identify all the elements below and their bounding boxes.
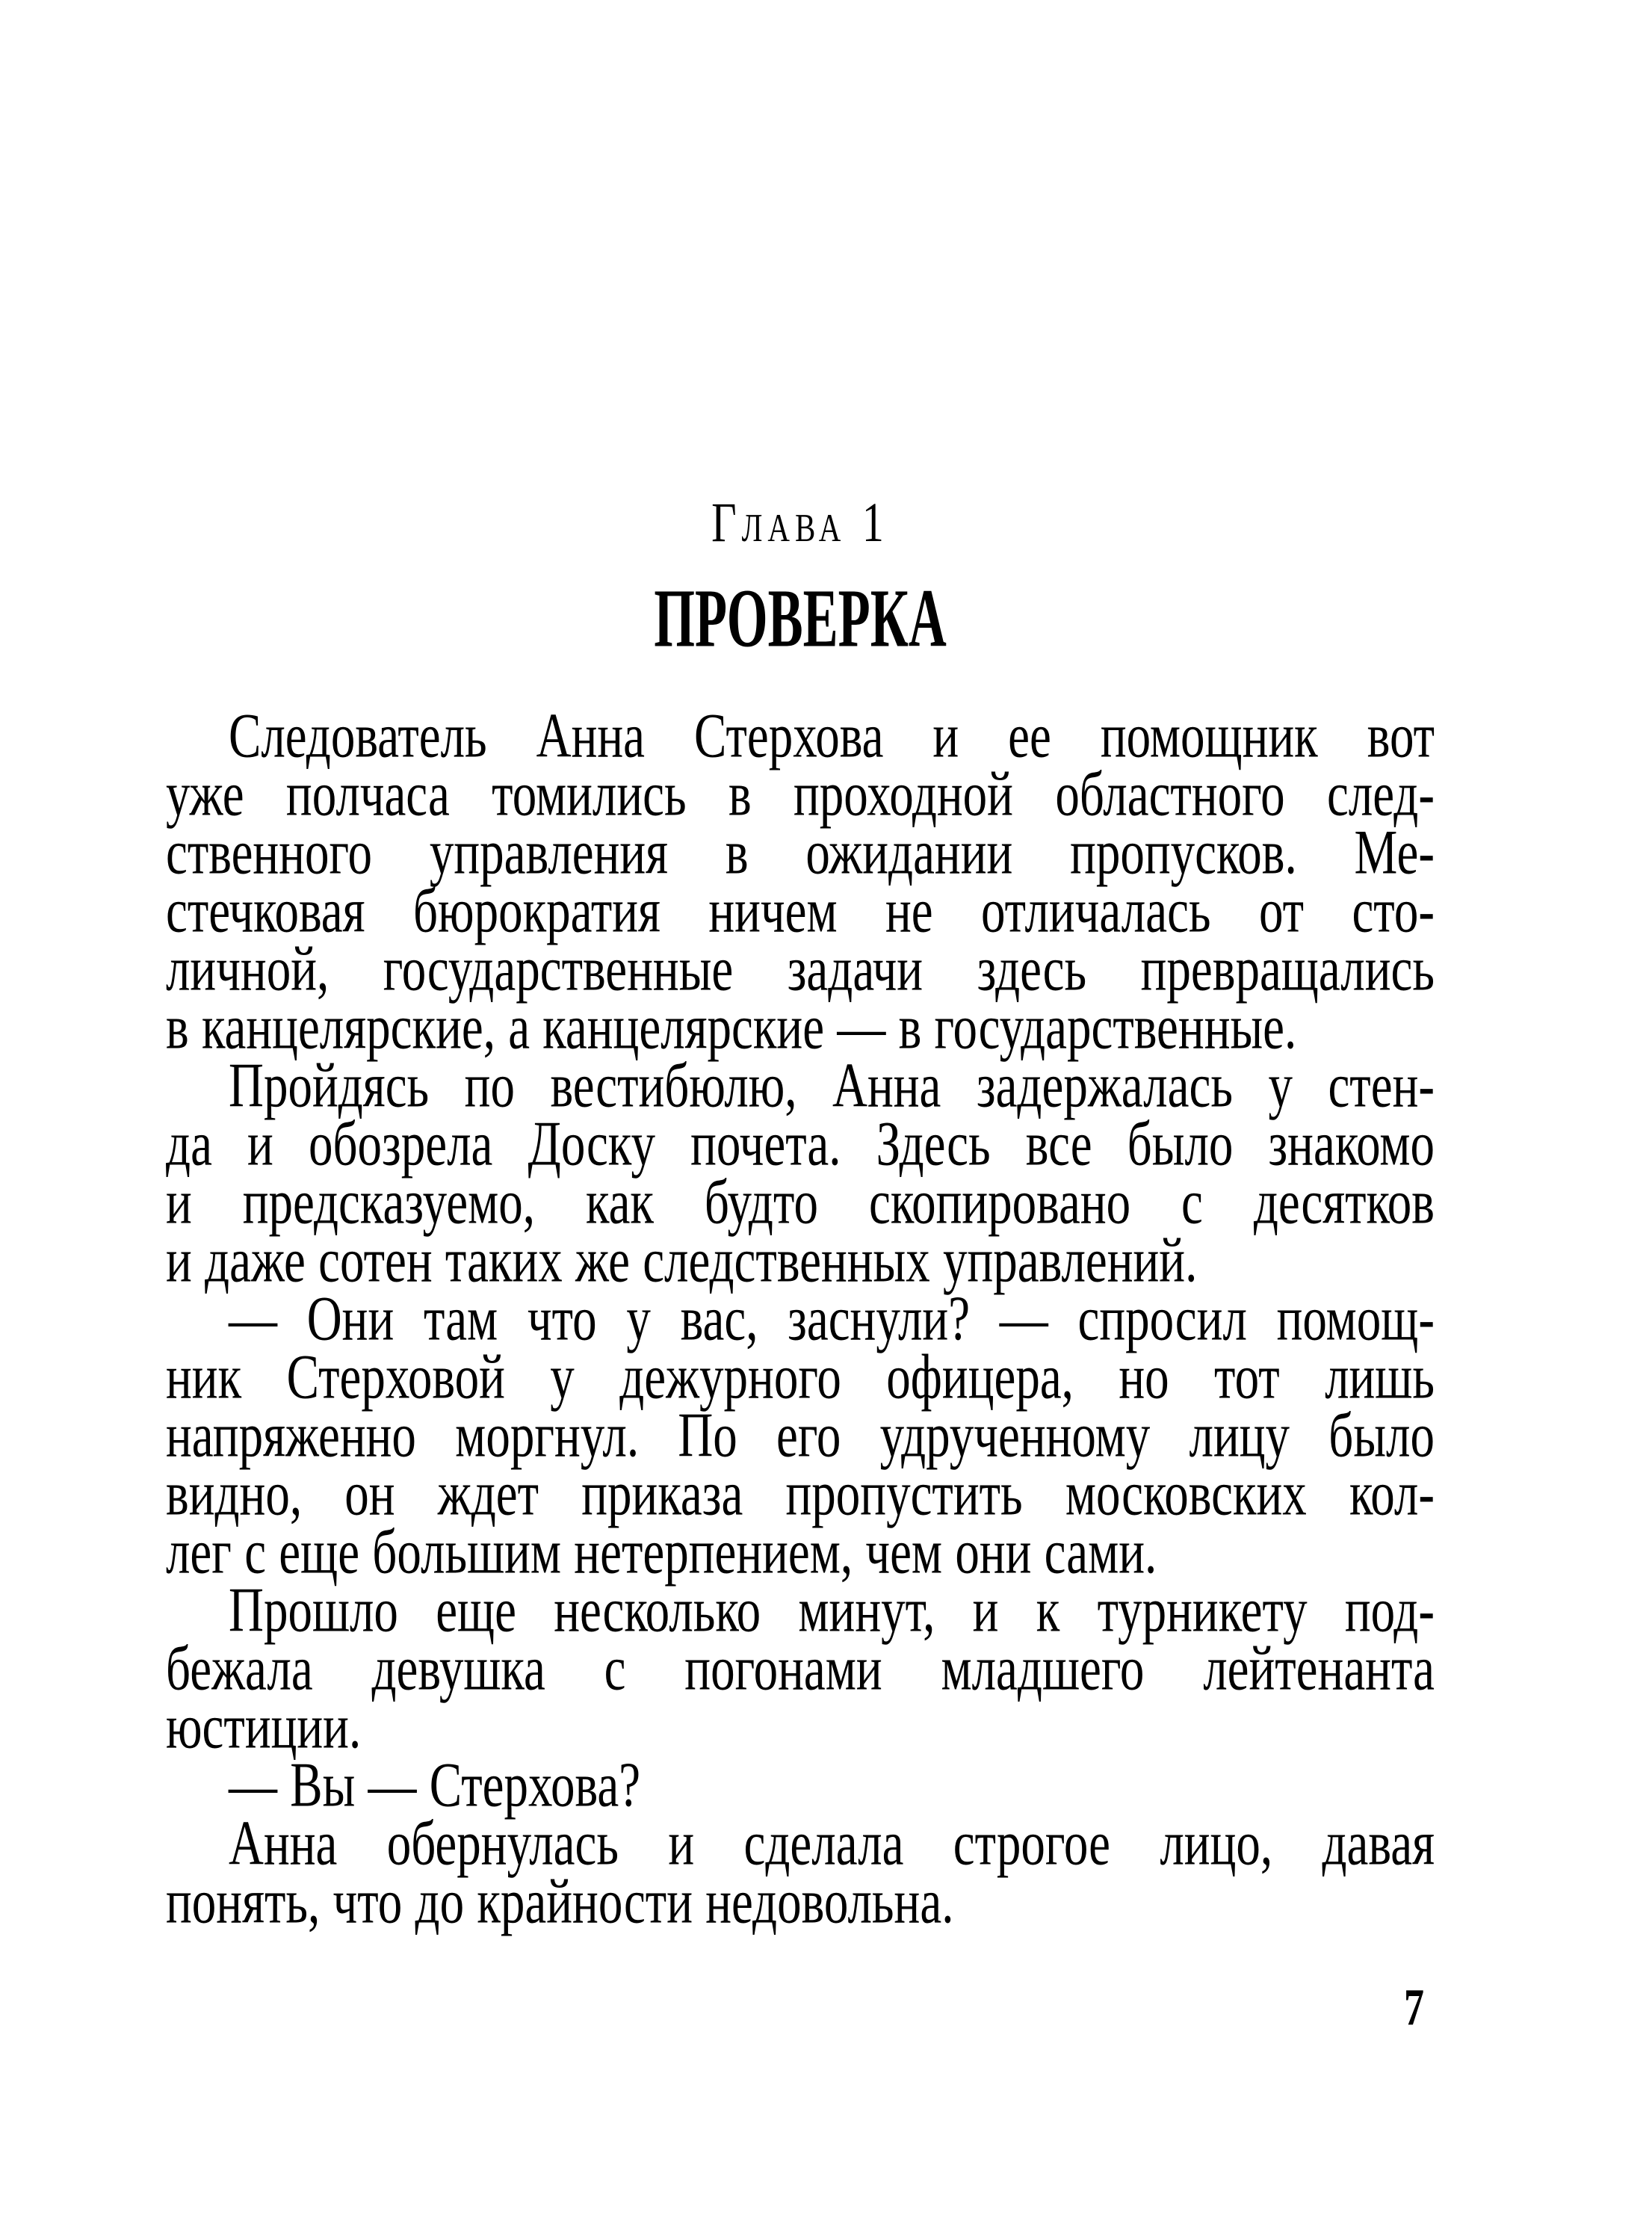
text-line: — Вы — Стерхова? [229, 1750, 641, 1821]
text-line: понять, что до крайности недовольна. [166, 1867, 954, 1938]
text-line: видно, он ждет приказа пропустить московских кол- [166, 1459, 1435, 1530]
text-line: Пройдясь по вестибюлю, Анна задержалась у стен- [229, 1051, 1435, 1122]
text-line: юстиции. [166, 1692, 362, 1763]
text-line: ственного управления в ожидании пропусков. Ме- [166, 818, 1435, 889]
page-number: 7 [1404, 1977, 1424, 2036]
chapter-label: Глава 1 [711, 490, 889, 554]
text-line: бежала девушка с погонами младшего лейтенанта [166, 1634, 1435, 1705]
text-line: напряженно моргнул. По его удрученному лицу было [166, 1400, 1435, 1471]
text-line: Следователь Анна Стерхова и ее помощник вот [229, 701, 1435, 772]
text-line: уже полчаса томились в проходной областного след- [166, 759, 1435, 830]
text-line: Анна обернулась и сделала строгое лицо, давая [229, 1808, 1435, 1879]
text-line: Прошло еще несколько минут, и к турникету под- [229, 1575, 1435, 1646]
text-line: лег с еще большим нетерпением, чем они сами. [166, 1517, 1157, 1588]
text-line: да и обозрела Доску почета. Здесь все было знакомо [166, 1109, 1435, 1180]
chapter-title: ПРОВЕРКА [654, 571, 947, 665]
body-text [166, 701, 1435, 1938]
text-line: и предсказуемо, как будто скопировано с десятков [166, 1167, 1435, 1238]
text-line: стечковая бюрократия ничем не отличалась от сто- [166, 876, 1435, 947]
text-line: ник Стерховой у дежурного офицера, но тот лишь [166, 1342, 1435, 1413]
text-line: — Они там что у вас, заснули? — спросил помощ- [229, 1284, 1435, 1355]
text-line: в канцелярские, а канцелярские — в государственные. [166, 992, 1297, 1063]
text-line: и даже сотен таких же следственных управлений. [166, 1226, 1198, 1297]
text-line: личной, государственные задачи здесь превращались [166, 934, 1435, 1005]
